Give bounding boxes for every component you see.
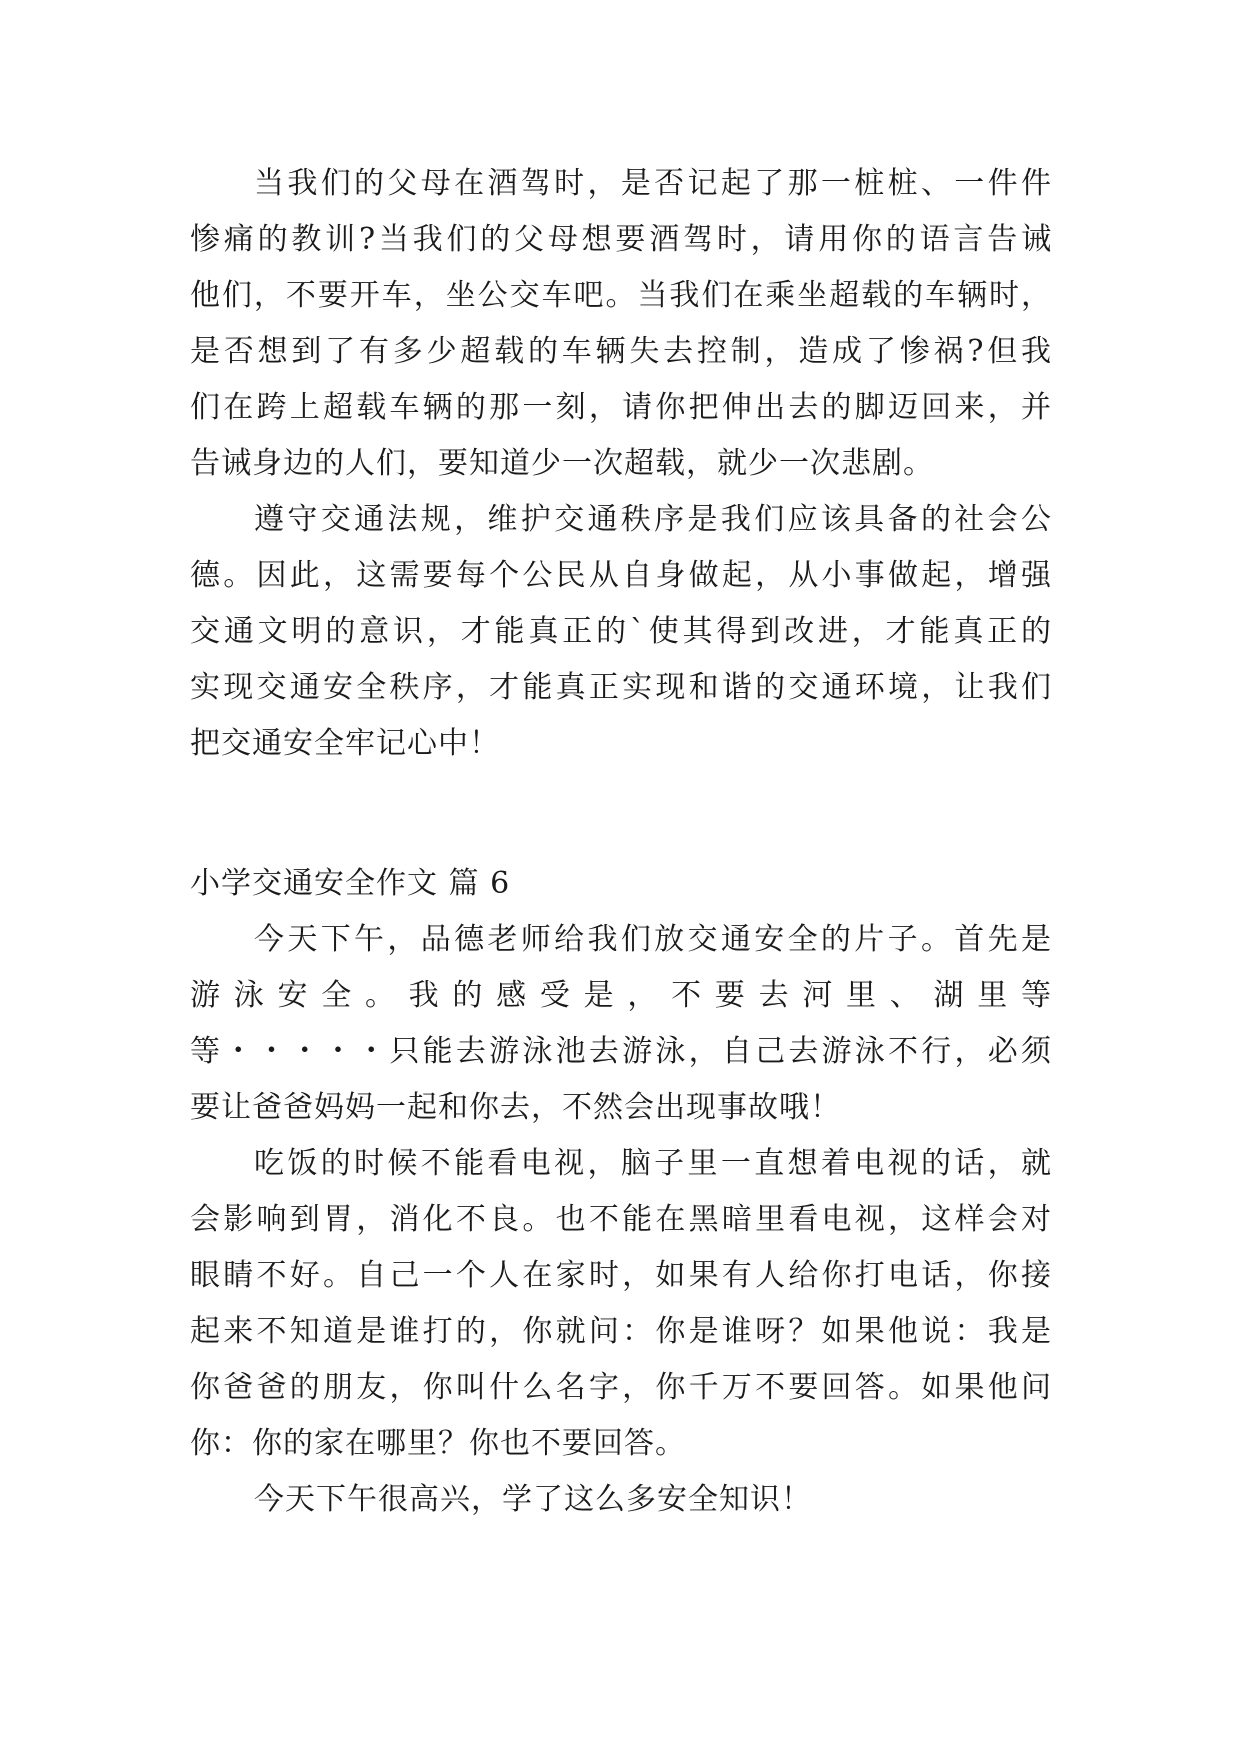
paragraph-line: 起来不知道是谁打的，你就问：你是谁呀？如果他说：我是: [190, 1314, 1052, 1349]
paragraph-line: 会影响到胃，消化不良。也不能在黑暗里看电视，这样会对: [190, 1202, 1052, 1237]
paragraph-line: 德。因此，这需要每个公民从自身做起，从小事做起，增强: [190, 558, 1052, 593]
paragraph-line: 惨痛的教训?当我们的父母想要酒驾时，请用你的语言告诫: [190, 222, 1052, 257]
paragraph-line: 今天下午很高兴，学了这么多安全知识！: [254, 1482, 812, 1517]
section-heading: 小学交通安全作文 篇 6: [190, 866, 511, 901]
paragraph-line: 等・・・・・只能去游泳池去游泳，自己去游泳不行，必须: [190, 1034, 1052, 1069]
paragraph-line: 当我们的父母在酒驾时，是否记起了那一桩桩、一件件: [254, 166, 1052, 201]
paragraph-line: 要让爸爸妈妈一起和你去，不然会出现事故哦！: [190, 1090, 841, 1125]
paragraph-line: 游 泳 安 全 。 我 的 感 受 是 ， 不 要 去 河 里 、 湖 里 等: [190, 978, 1052, 1013]
paragraph-line: 告诫身边的人们，要知道少一次超载，就少一次悲剧。: [190, 446, 934, 481]
paragraph-line: 遵守交通法规，维护交通秩序是我们应该具备的社会公: [254, 502, 1052, 537]
paragraph-line: 他们，不要开车，坐公交车吧。当我们在乘坐超载的车辆时，: [190, 278, 1052, 313]
paragraph-line: 吃饭的时候不能看电视，脑子里一直想着电视的话，就: [254, 1146, 1052, 1181]
paragraph-line: 把交通安全牢记心中！: [190, 726, 500, 761]
paragraph-line: 眼睛不好。自己一个人在家时，如果有人给你打电话，你接: [190, 1258, 1052, 1293]
paragraph-line: 实现交通安全秩序，才能真正实现和谐的交通环境，让我们: [190, 670, 1052, 705]
paragraph-line: 你：你的家在哪里？你也不要回答。: [190, 1426, 686, 1461]
paragraph-line: 今天下午，品德老师给我们放交通安全的片子。首先是: [254, 922, 1052, 957]
paragraph-line: 交通文明的意识，才能真正的`使其得到改进，才能真正的: [190, 614, 1052, 649]
paragraph-line: 们在跨上超载车辆的那一刻，请你把伸出去的脚迈回来，并: [190, 390, 1052, 425]
paragraph-line: 是否想到了有多少超载的车辆失去控制，造成了惨祸?但我: [190, 334, 1052, 369]
paragraph-line: 你爸爸的朋友，你叫什么名字，你千万不要回答。如果他问: [190, 1370, 1052, 1405]
